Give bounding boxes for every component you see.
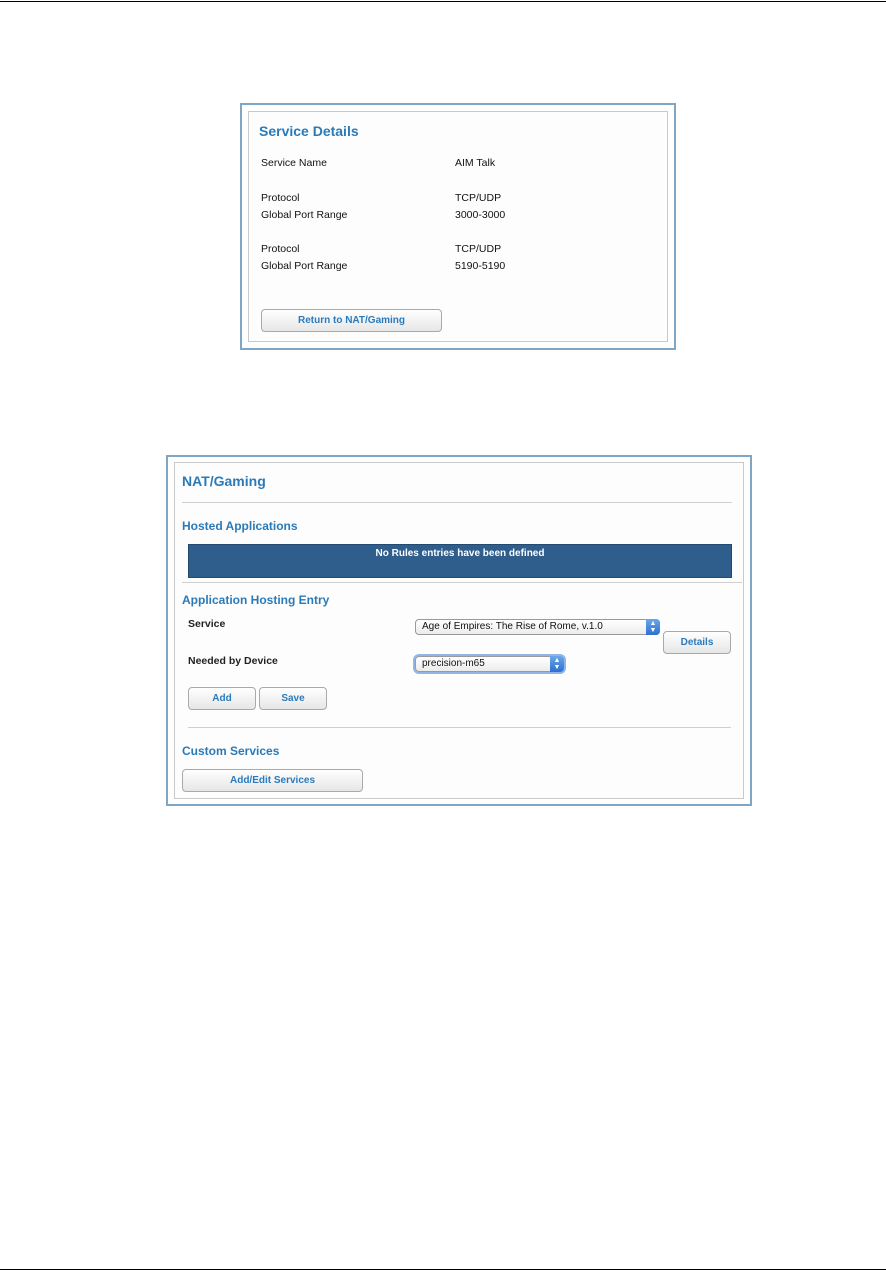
details-button[interactable]: Details bbox=[663, 631, 731, 654]
protocol-label-2: Protocol bbox=[261, 243, 300, 255]
port-range-value-1: 3000-3000 bbox=[455, 209, 506, 221]
service-select-value: Age of Empires: The Rise of Rome, v.1.0 bbox=[422, 621, 603, 632]
service-name-value: AIM Talk bbox=[455, 157, 496, 169]
application-hosting-entry-title: Application Hosting Entry bbox=[182, 593, 330, 607]
port-range-value-2: 5190-5190 bbox=[455, 260, 506, 272]
protocol-value-2: TCP/UDP bbox=[455, 243, 502, 255]
port-range-label-1: Global Port Range bbox=[261, 209, 348, 221]
device-select[interactable] bbox=[415, 656, 564, 672]
no-rules-message: No Rules entries have been defined bbox=[188, 544, 732, 578]
nat-gaming-panel bbox=[166, 455, 752, 806]
top-rule bbox=[0, 1, 886, 2]
bottom-rule bbox=[0, 1269, 886, 1270]
add-edit-services-button[interactable]: Add/Edit Services bbox=[182, 769, 363, 792]
nat-gaming-inner bbox=[174, 462, 744, 799]
select-arrows-icon: ▲ ▼ bbox=[550, 656, 564, 672]
hosted-applications-title: Hosted Applications bbox=[182, 519, 298, 533]
service-details-title: Service Details bbox=[259, 123, 359, 139]
needed-by-device-label: Needed by Device bbox=[188, 655, 278, 667]
add-button[interactable]: Add bbox=[188, 687, 256, 710]
protocol-label-1: Protocol bbox=[261, 192, 300, 204]
service-label: Service bbox=[188, 618, 226, 630]
nat-gaming-title: NAT/Gaming bbox=[182, 473, 266, 489]
device-select-value: precision-m65 bbox=[422, 658, 485, 669]
service-name-label: Service Name bbox=[261, 157, 327, 169]
divider bbox=[182, 582, 742, 583]
save-button[interactable]: Save bbox=[259, 687, 327, 710]
service-select[interactable] bbox=[415, 619, 660, 635]
service-details-inner bbox=[248, 111, 668, 342]
port-range-label-2: Global Port Range bbox=[261, 260, 348, 272]
protocol-value-1: TCP/UDP bbox=[455, 192, 502, 204]
select-arrows-icon: ▲ ▼ bbox=[646, 619, 660, 635]
divider bbox=[188, 727, 731, 728]
divider bbox=[182, 502, 732, 503]
custom-services-title: Custom Services bbox=[182, 744, 280, 758]
service-details-panel bbox=[240, 103, 676, 350]
return-to-nat-gaming-button[interactable]: Return to NAT/Gaming bbox=[261, 309, 442, 332]
